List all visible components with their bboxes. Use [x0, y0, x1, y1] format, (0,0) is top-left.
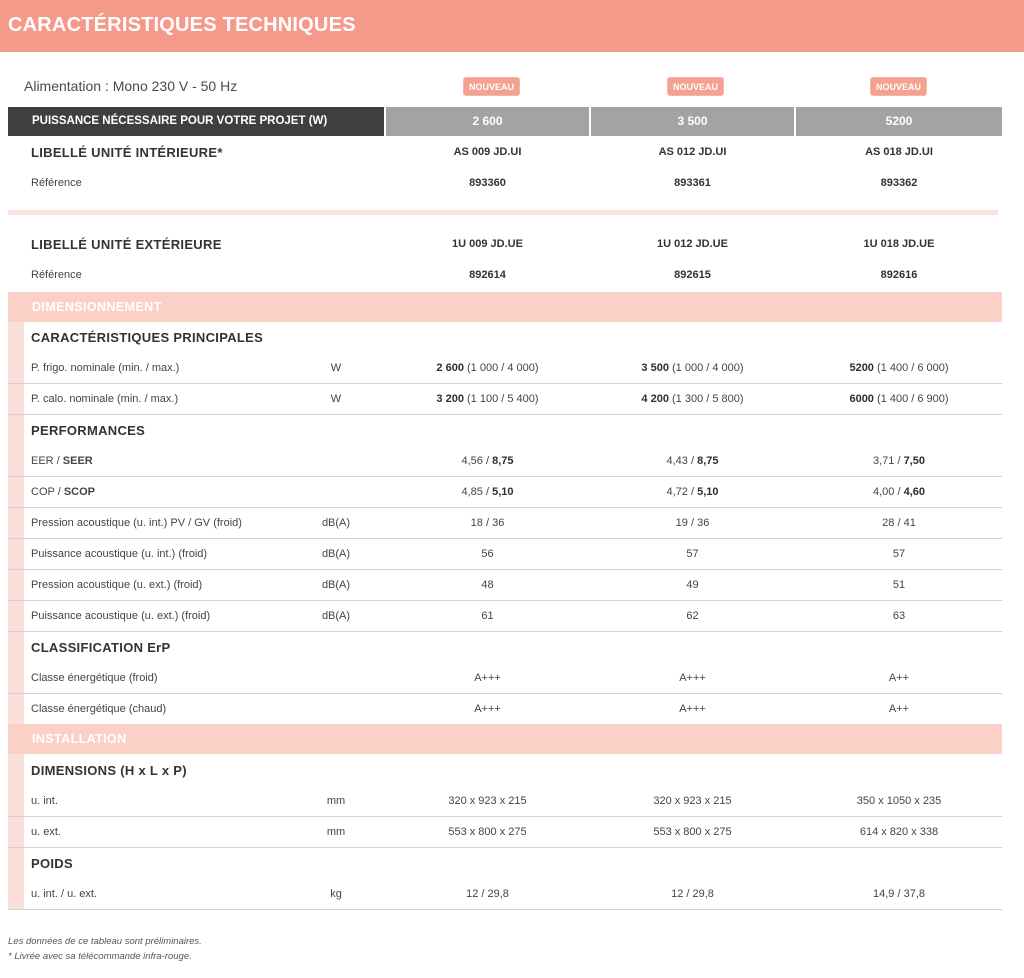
table-row: [8, 477, 1002, 508]
label-part: EER /: [31, 455, 63, 467]
row-unit: kg: [330, 888, 342, 900]
label-bold: SEER: [62, 455, 93, 467]
cell-part: 4,56 /: [461, 455, 493, 467]
row-unit: mm: [326, 795, 346, 807]
cell: 893362: [880, 177, 918, 189]
outdoor-model-row: [8, 229, 1002, 260]
new-badge: NOUVEAU: [463, 77, 520, 96]
row-label: Référence: [31, 177, 82, 189]
cell-part: 4,43 /: [666, 455, 698, 467]
cell: [591, 384, 794, 415]
row-label: Classe énergétique (chaud): [31, 703, 167, 715]
cell-main: 3 200: [436, 393, 464, 405]
cell: 320 x 923 x 215: [653, 795, 732, 807]
cell: [796, 384, 1002, 415]
table-row: [8, 384, 1002, 415]
subsection-title: DIMENSIONS (H x L x P): [31, 763, 187, 778]
footnote: * Livrée avec sa télécommande infra-rouge.: [8, 951, 192, 962]
label-bold: SCOP: [63, 486, 95, 498]
page-header: [0, 0, 1024, 52]
subsection-row: [8, 322, 1002, 353]
cell: 61: [481, 610, 494, 622]
table-row: [8, 663, 1002, 694]
cell: 553 x 800 x 275: [448, 826, 527, 838]
subsection-row: [8, 755, 1002, 786]
cell: A++: [888, 672, 910, 684]
table-row: [8, 353, 1002, 384]
footnote: Les données de ce tableau sont préliminaires.: [8, 936, 202, 947]
section-title: INSTALLATION: [32, 732, 127, 746]
cell: [591, 446, 794, 477]
section-dimensionnement: [8, 292, 1002, 322]
row-label: Pression acoustique (u. int.) PV / GV (froid): [31, 517, 242, 529]
cell-bold: 5,10: [697, 486, 719, 498]
cell: [796, 446, 1002, 477]
cell: 893360: [469, 177, 506, 189]
cell-main: 5200: [849, 362, 874, 374]
cell: 320 x 923 x 215: [448, 795, 527, 807]
cell-range: (1 100 / 5 400): [463, 393, 539, 405]
cell: 28 / 41: [882, 517, 916, 529]
row-label: Référence: [31, 269, 82, 281]
table-row: [8, 601, 1002, 632]
cell-range: (1 000 / 4 000): [463, 362, 539, 374]
power-value: 3 500: [591, 107, 794, 136]
subsection-title: PERFORMANCES: [31, 423, 146, 438]
cell-part: 4,85 /: [461, 486, 493, 498]
row-unit: dB(A): [321, 548, 351, 560]
cell: [591, 477, 794, 508]
cell-main: 6000: [849, 393, 874, 405]
subsection-title: POIDS: [31, 856, 73, 871]
subsection-row: [8, 848, 1002, 879]
row-label: Puissance acoustique (u. int.) (froid): [31, 548, 208, 560]
subsection-row: [8, 632, 1002, 663]
power-supply-text: Alimentation : Mono 230 V - 50 Hz: [24, 78, 238, 94]
new-badge: NOUVEAU: [667, 77, 724, 96]
row-unit: dB(A): [321, 517, 351, 529]
subsection-row: [8, 415, 1002, 446]
subsection-title: CARACTÉRISTIQUES PRINCIPALES: [31, 330, 264, 345]
power-value: 2 600: [386, 107, 589, 136]
cell: 51: [892, 579, 906, 591]
cell-range: (1 400 / 6 000): [873, 362, 949, 374]
cell-range: (1 300 / 5 800): [668, 393, 744, 405]
cell: 892616: [880, 269, 918, 281]
cell: A++: [888, 703, 910, 715]
cell-bold: 7,50: [903, 455, 925, 467]
cell-main: 3 500: [641, 362, 669, 374]
cell: AS 009 JD.UI: [453, 146, 522, 158]
cell: 14,9 / 37,8: [873, 888, 925, 900]
section-installation: [8, 724, 1002, 754]
table-row: [8, 817, 1002, 848]
row-label: Pression acoustique (u. ext.) (froid): [31, 579, 203, 591]
row-label: Classe énergétique (froid): [31, 672, 158, 684]
page-title: CARACTÉRISTIQUES TECHNIQUES: [8, 14, 356, 36]
cell-main: 4 200: [641, 393, 669, 405]
row-label: Puissance acoustique (u. ext.) (froid): [31, 610, 211, 622]
separator-band: [8, 210, 998, 215]
power-header-row: [8, 107, 1002, 136]
power-value: 5200: [796, 107, 1002, 136]
cell-part: 3,71 /: [873, 455, 904, 467]
outdoor-ref-row: [8, 260, 1002, 291]
cell: 49: [686, 579, 699, 591]
row-label: LIBELLÉ UNITÉ EXTÉRIEURE: [31, 237, 222, 252]
row-label: [31, 446, 93, 477]
cell: [386, 446, 589, 477]
cell: 1U 009 JD.UE: [452, 238, 523, 250]
cell-bold: 8,75: [697, 455, 719, 467]
cell: 18 / 36: [470, 517, 505, 529]
cell-range: (1 400 / 6 900): [873, 393, 949, 405]
cell: 48: [481, 579, 494, 591]
row-label: P. frigo. nominale (min. / max.): [31, 362, 180, 374]
cell: AS 012 JD.UI: [658, 146, 727, 158]
row-label: u. int.: [31, 795, 58, 807]
cell: [386, 353, 589, 384]
cell-bold: 4,60: [903, 486, 925, 498]
table-row: [8, 508, 1002, 539]
table-row: [8, 786, 1002, 817]
cell: 892615: [674, 269, 711, 281]
cell: [796, 477, 1002, 508]
cell: 56: [481, 548, 494, 560]
label-part: COP /: [31, 486, 64, 498]
cell: 892614: [469, 269, 506, 281]
cell-part: 4,00 /: [873, 486, 904, 498]
cell: 12 / 29,8: [466, 888, 509, 900]
cell: 350 x 1050 x 235: [856, 795, 942, 807]
row-label: P. calo. nominale (min. / max.): [31, 393, 179, 405]
table-row: [8, 570, 1002, 601]
row-label: [31, 477, 95, 508]
cell: 63: [892, 610, 906, 622]
cell: [591, 353, 794, 384]
cell-range: (1 000 / 4 000): [668, 362, 744, 374]
cell: 62: [686, 610, 699, 622]
cell: [386, 384, 589, 415]
cell-main: 2 600: [436, 362, 464, 374]
cell-bold: 8,75: [492, 455, 514, 467]
cell: A+++: [679, 703, 706, 715]
cell: 57: [686, 548, 699, 560]
table-row: [8, 446, 1002, 477]
row-unit: W: [330, 362, 342, 374]
section-title: DIMENSIONNEMENT: [32, 300, 162, 314]
row-label: LIBELLÉ UNITÉ INTÉRIEURE*: [31, 145, 223, 160]
cell: [386, 477, 589, 508]
cell: 12 / 29,8: [671, 888, 714, 900]
table-row: [8, 879, 1002, 910]
indoor-ref-row: [8, 168, 1002, 199]
indoor-model-row: [8, 137, 1002, 168]
row-label: u. int. / u. ext.: [31, 888, 98, 900]
row-unit: mm: [326, 826, 346, 838]
table-row: [8, 694, 1002, 725]
cell: AS 018 JD.UI: [865, 146, 933, 158]
row-unit: dB(A): [321, 579, 351, 591]
cell: [796, 353, 1002, 384]
cell: 893361: [674, 177, 711, 189]
row-label: u. ext.: [31, 826, 61, 838]
cell: 1U 018 JD.UE: [863, 238, 935, 250]
row-unit: dB(A): [321, 610, 351, 622]
cell: 614 x 820 x 338: [859, 826, 939, 838]
cell: 1U 012 JD.UE: [657, 238, 728, 250]
cell: 57: [892, 548, 906, 560]
subsection-title: CLASSIFICATION ErP: [31, 640, 171, 655]
cell: 553 x 800 x 275: [653, 826, 732, 838]
cell: 19 / 36: [675, 517, 710, 529]
new-badge: NOUVEAU: [870, 77, 927, 96]
power-label: PUISSANCE NÉCESSAIRE POUR VOTRE PROJET (W): [8, 107, 384, 136]
cell: A+++: [679, 672, 706, 684]
cell-bold: 5,10: [492, 486, 514, 498]
cell-part: 4,72 /: [666, 486, 698, 498]
cell: A+++: [474, 703, 501, 715]
row-unit: W: [330, 393, 342, 405]
table-row: [8, 539, 1002, 570]
cell: A+++: [474, 672, 501, 684]
